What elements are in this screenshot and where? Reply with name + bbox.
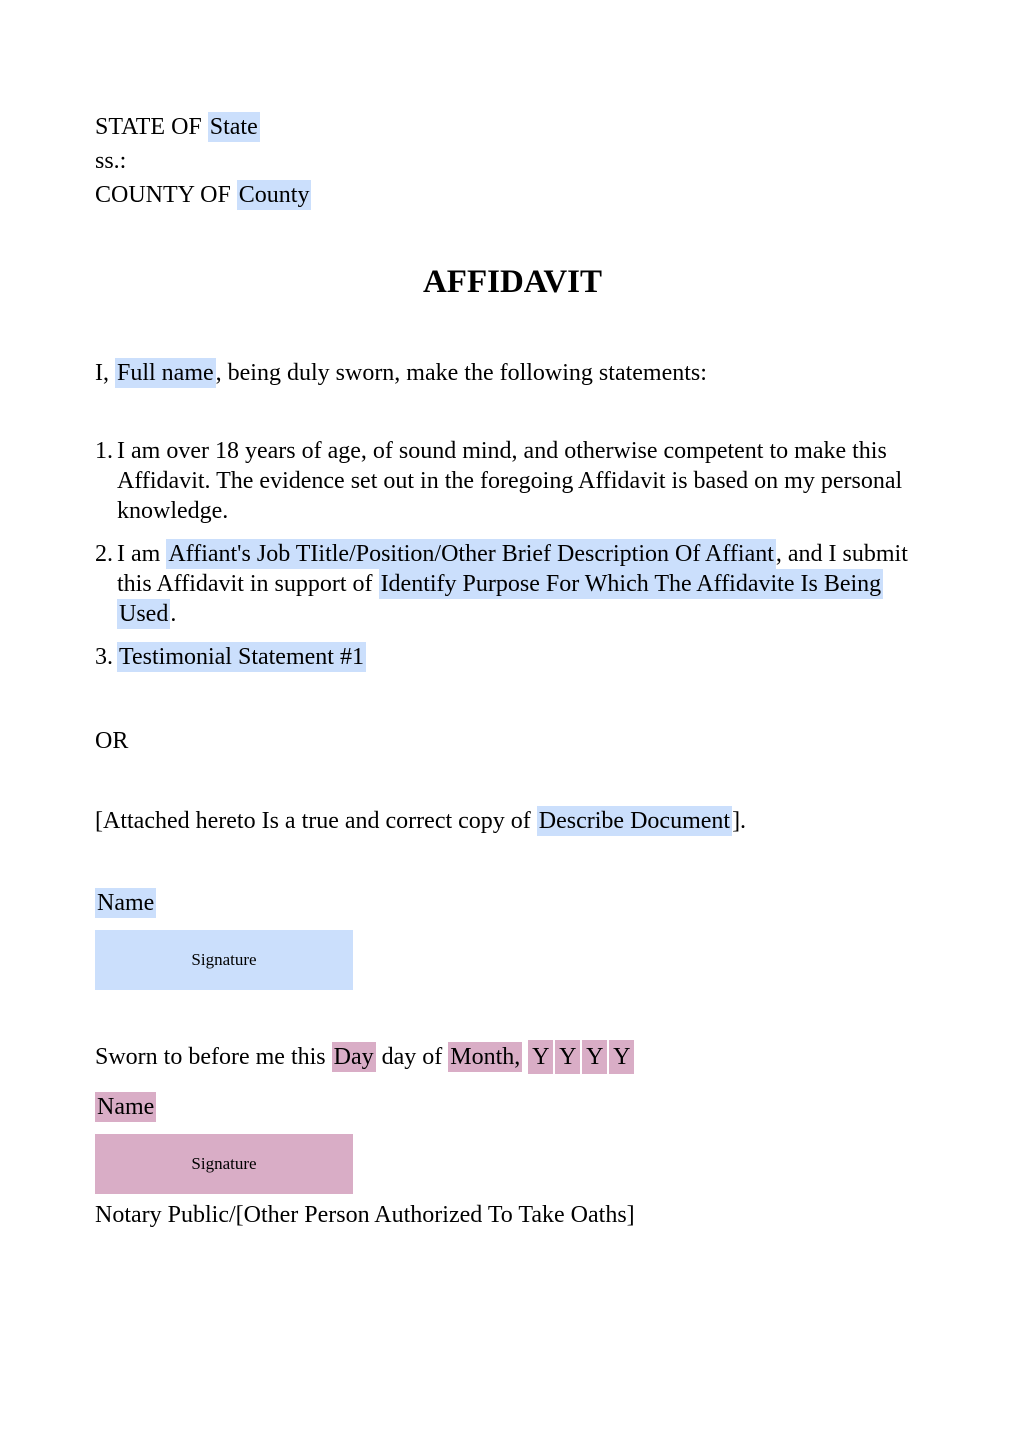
intro-paragraph — [95, 358, 930, 388]
sworn-mid: day of — [375, 1044, 449, 1070]
field-county[interactable]: County — [238, 182, 310, 208]
field-notary-name[interactable]: Name — [97, 1094, 155, 1120]
ss-line: ss.: — [95, 148, 127, 174]
field-state[interactable]: State — [209, 114, 258, 140]
attachment-paragraph — [95, 806, 930, 836]
affiant-signature-box[interactable] — [95, 930, 353, 990]
field-affidavit-purpose[interactable]: Identify Purpose For Which The Affidavite Is Being Used — [119, 571, 882, 627]
notary-signature-box[interactable] — [95, 1134, 353, 1194]
statement-item-3 — [95, 642, 930, 672]
state-label: STATE OF — [95, 114, 208, 140]
field-testimonial-statement[interactable]: Testimonial Statement #1 — [119, 644, 364, 670]
field-describe-document[interactable]: Describe Document — [538, 808, 731, 834]
intro-pre: I, — [95, 360, 115, 386]
statement-text — [117, 642, 930, 672]
field-affiant-name[interactable]: Name — [97, 890, 155, 916]
statement-text — [117, 436, 930, 526]
or-label: OR — [95, 728, 129, 754]
statement-item-1 — [95, 436, 930, 526]
field-year — [528, 1040, 634, 1074]
field-year-digit-2[interactable]: Y — [555, 1040, 580, 1074]
statement-item-2 — [95, 539, 930, 629]
field-full-name[interactable]: Full name — [117, 360, 214, 386]
field-month[interactable]: Month, — [450, 1044, 521, 1070]
statements-list — [95, 436, 930, 672]
attachment-post: ]. — [732, 808, 747, 834]
affiant-signature-label: Signature — [191, 950, 257, 969]
county-line — [95, 178, 930, 212]
state-line — [95, 110, 930, 144]
statement-number: 1. — [95, 438, 113, 464]
notary-title-line: Notary Public/[Other Person Authorized To Take Oaths] — [95, 1202, 635, 1228]
statement-1-text: I am over 18 years of age, of sound mind, and otherwise competent to make this Affidavit. The evidence set out in the foregoing Affidavit is based on my personal knowledge. — [117, 438, 903, 524]
attachment-pre: [Attached hereto Is a true and correct copy of — [95, 808, 537, 834]
county-label: COUNTY OF — [95, 182, 237, 208]
statement-text — [117, 539, 930, 629]
page-title: AFFIDAVIT — [422, 264, 603, 300]
statement-2-pre: I am — [117, 541, 167, 567]
statement-number: 3. — [95, 644, 113, 670]
statement-number: 2. — [95, 541, 113, 567]
notary-signature-label: Signature — [191, 1154, 257, 1173]
field-day[interactable]: Day — [333, 1044, 374, 1070]
field-year-digit-3[interactable]: Y — [582, 1040, 607, 1074]
affiant-name-line — [95, 888, 930, 918]
statement-2-mid: , and I submit this Affidavit in support of — [117, 541, 908, 597]
field-affiant-description[interactable]: Affiant's Job TIitle/Position/Other Brief Description Of Affiant — [168, 541, 774, 567]
sworn-pre: Sworn to before me this — [95, 1044, 332, 1070]
intro-post: , being duly sworn, make the following statements: — [215, 360, 707, 386]
statement-2-post: . — [170, 601, 177, 627]
field-year-digit-4[interactable]: Y — [609, 1040, 634, 1074]
field-year-digit-1[interactable]: Y — [528, 1040, 553, 1074]
notary-name-line — [95, 1092, 930, 1122]
sworn-statement-line — [95, 1040, 930, 1074]
